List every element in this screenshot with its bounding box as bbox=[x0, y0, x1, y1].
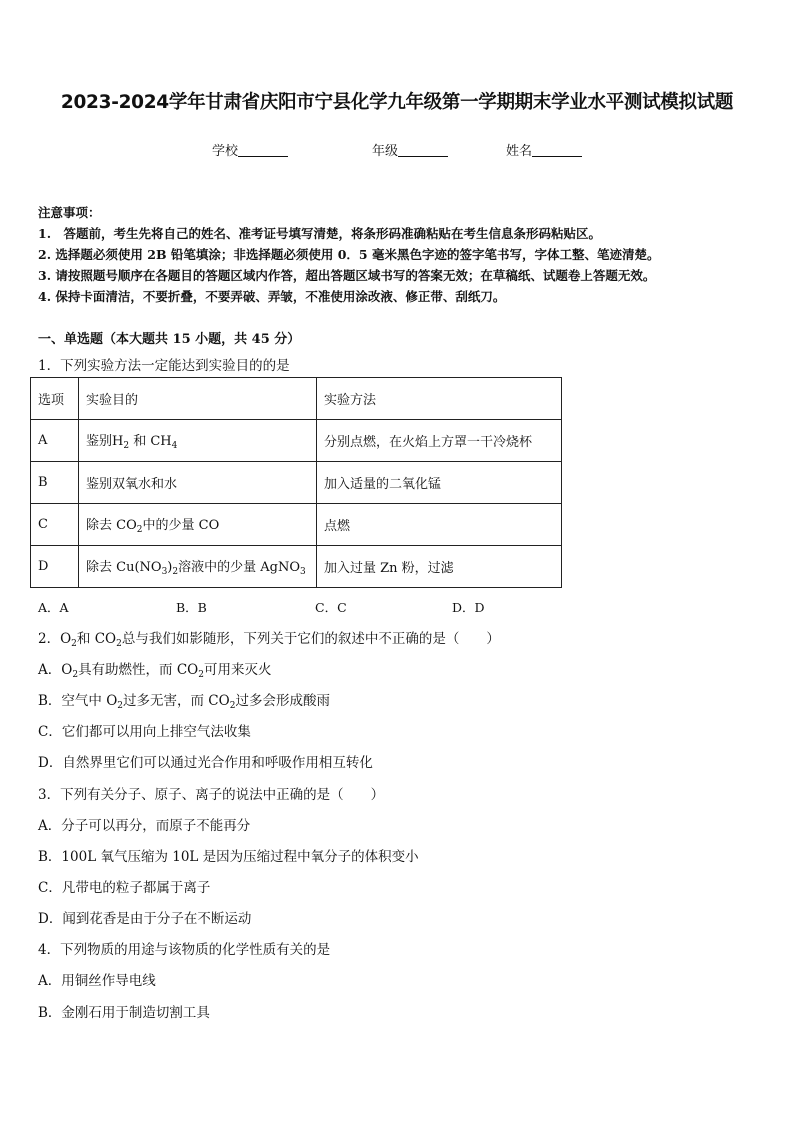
name-field bbox=[506, 140, 582, 159]
note-item: 3. 请按照题号顺序在各题目的答题区域内作答，超出答题区域书写的答案无效；在草稿纸、试题卷上答题无效。 bbox=[38, 268, 656, 283]
page-title: 2023-2024学年甘肃省庆阳市宁县化学九年级第一学期期末学业水平测试模拟试题 bbox=[60, 92, 734, 113]
name-blank bbox=[532, 144, 582, 157]
q2-option-c: C．它们都可以用向上排空气法收集 bbox=[38, 724, 251, 740]
method-cell: 加入过量 Zn 粉，过滤 bbox=[317, 546, 562, 588]
method-cell: 加入适量的二氧化锰 bbox=[317, 462, 562, 504]
q3-option-a: A．分子可以再分，而原子不能再分 bbox=[38, 818, 251, 834]
option-cell: A bbox=[31, 420, 79, 462]
option-cell: B bbox=[31, 462, 79, 504]
purpose-cell: 鉴别$H_2$ 和 $CH_4$ bbox=[79, 420, 317, 462]
q4-option-b: B．金刚石用于制造切割工具 bbox=[38, 1005, 210, 1021]
q2-option-b: B．空气中 $O_2$过多无害，而 $CO_2$过多会形成酸雨 bbox=[38, 693, 330, 711]
grade-blank bbox=[398, 144, 448, 157]
option-a: A．A bbox=[38, 600, 69, 615]
school-field bbox=[212, 140, 288, 159]
section-heading: 一、单选题（本大题共 15 小题，共 45 分） bbox=[38, 332, 301, 347]
option-c: C．C bbox=[315, 600, 347, 615]
option-b: B．B bbox=[176, 600, 207, 615]
header-cell: 选项 bbox=[31, 378, 79, 420]
school-blank bbox=[238, 144, 288, 157]
option-cell: C bbox=[31, 504, 79, 546]
option-d: D．D bbox=[452, 600, 485, 615]
name-label: 姓名 bbox=[506, 144, 533, 159]
q1-table bbox=[30, 377, 562, 588]
q2-option-d: D．自然界里它们可以通过光合作用和呼吸作用相互转化 bbox=[38, 755, 373, 771]
grade-field bbox=[372, 140, 448, 159]
header-cell: 实验方法 bbox=[317, 378, 562, 420]
grade-label: 年级 bbox=[372, 144, 399, 159]
q4-option-a: A．用铜丝作导电线 bbox=[38, 973, 156, 989]
note-item: 1. 答题前，考生先将自己的姓名、准考证号填写清楚，将条形码准确粘贴在考生信息条形码粘贴区。 bbox=[38, 226, 602, 241]
q2-option-a: A．$O_2$具有助燃性，而 $CO_2$可用来灭火 bbox=[38, 662, 272, 680]
table-header-row bbox=[31, 378, 562, 420]
q1-stem: 1．下列实验方法一定能达到实验目的的是 bbox=[38, 358, 290, 374]
purpose-cell: 鉴别双氧水和水 bbox=[79, 462, 317, 504]
q3-option-c: C．凡带电的粒子都属于离子 bbox=[38, 880, 211, 896]
notes-heading: 注意事项： bbox=[38, 205, 101, 220]
method-cell: 点燃 bbox=[317, 504, 562, 546]
q3-stem: 3．下列有关分子、原子、离子的说法中正确的是（ ） bbox=[38, 787, 385, 803]
q3-option-d: D．闻到花香是由于分子在不断运动 bbox=[38, 911, 252, 927]
table-row bbox=[31, 504, 562, 546]
q3-option-b: B．100L 氧气压缩为 10L 是因为压缩过程中氧分子的体积变小 bbox=[38, 849, 419, 865]
purpose-cell: 除去 $Cu(NO_3)_2$溶液中的少量 AgNO$_3$ bbox=[79, 546, 317, 588]
table-row bbox=[31, 420, 562, 462]
option-cell: D bbox=[31, 546, 79, 588]
table-row bbox=[31, 462, 562, 504]
table-row bbox=[31, 546, 562, 588]
q2-stem: 2．$O_2$和 $CO_2$总与我们如影随形，下列关于它们的叙述中不正确的是（ ） bbox=[38, 631, 500, 649]
header-cell: 实验目的 bbox=[79, 378, 317, 420]
school-label: 学校 bbox=[212, 144, 239, 159]
purpose-cell: 除去 $CO_2$中的少量 CO bbox=[79, 504, 317, 546]
note-item: 2. 选择题必须使用 2B 铅笔填涂；非选择题必须使用 0．5 毫米黑色字迹的签字笔书写，字体工整、笔迹清楚。 bbox=[38, 247, 660, 262]
note-item: 4. 保持卡面清洁，不要折叠，不要弄破、弄皱，不准使用涂改液、修正带、刮纸刀。 bbox=[38, 289, 506, 304]
q4-stem: 4．下列物质的用途与该物质的化学性质有关的是 bbox=[38, 942, 331, 958]
method-cell: 分别点燃，在火焰上方罩一干冷烧杯 bbox=[317, 420, 562, 462]
